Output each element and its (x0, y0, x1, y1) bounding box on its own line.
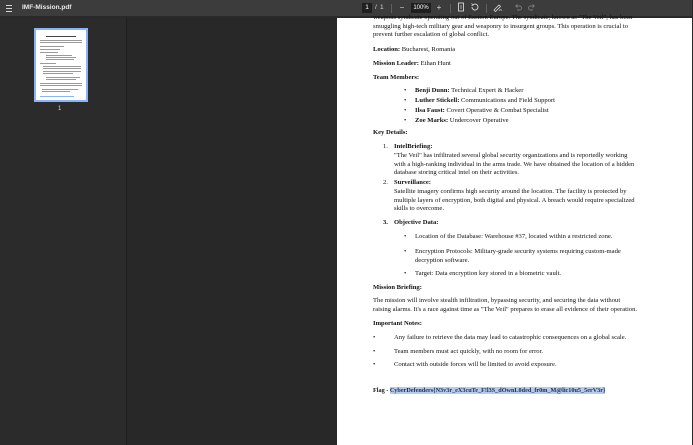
thumbnail-line (43, 66, 81, 67)
intel-line: with a high-ranking individual in the arms trade. We have obtained the location of a hidden (394, 160, 635, 168)
thumbnail-line (43, 71, 81, 72)
surveillance-line: multiple layers of encryption, both digital and physical. A breach would require specialized (394, 196, 635, 204)
thumbnail-line (42, 89, 78, 90)
list-number: 1. (383, 143, 388, 150)
surveillance-line: Satellite imagery confirms high security around the location. The facility is protected by (394, 188, 627, 195)
flag-line (373, 387, 693, 396)
member-role: Covert Operative & Combat Specialist (444, 107, 549, 114)
intel-line: database storing critical intel on their activities. (394, 169, 520, 177)
team-member (415, 117, 509, 126)
briefing-heading: Mission Briefing: (373, 284, 422, 291)
intel-title: IntelBriefing: (394, 143, 433, 150)
thumbnail-line (43, 68, 81, 69)
intel-line: "The Veil" has infiltrated several global security organizations and is reportedly working (394, 152, 628, 159)
member-name: Benji Dunn: (415, 87, 450, 94)
thumbnail-page-number: 1 (58, 106, 62, 112)
thumbnail-line (46, 79, 76, 80)
team-member (415, 107, 549, 116)
viewer-background (128, 18, 337, 445)
notes-heading: Important Notes: (373, 320, 422, 327)
team-heading: Team Members: (373, 74, 420, 81)
objective-item (415, 248, 621, 265)
rotate-icon[interactable] (469, 2, 481, 14)
page-thumbnail[interactable] (34, 28, 88, 102)
note-item: Any failure to retrieve the data may lead to catastrophic consequences on a global scale. (394, 334, 627, 341)
objective-title: Objective Data: (394, 219, 439, 226)
member-name: Luther Stickell: (415, 97, 460, 104)
draw-icon[interactable] (492, 2, 504, 14)
thumbnail-line (46, 36, 76, 37)
thumbnail-line (42, 91, 70, 92)
flag-label: Flag - (373, 387, 390, 394)
briefing-text (373, 297, 685, 314)
page-separator: / (375, 4, 377, 11)
team-member (415, 87, 523, 96)
flag-value[interactable]: CyberDefenders{N3v3r_eX3cuTe_F!l3S_dOwnL0ded_fr0m_M@lic10u5_5erV3r} (389, 387, 606, 394)
thumbnail-line (46, 55, 72, 56)
thumbnail-line (40, 40, 82, 41)
bullet: • (404, 270, 407, 277)
redo-icon[interactable] (526, 2, 538, 14)
toolbar-divider (391, 4, 392, 13)
objective-item: Location of the Database: Warehouse #37, located within a restricted zone. (415, 233, 613, 240)
member-role: Undercover Operative (448, 117, 509, 124)
intro-line: weapons syndicate operating out of Eastern Europe. The syndicate, known as "The Veil", has been (373, 14, 633, 21)
document-title: IMF-Mission.pdf (22, 4, 72, 11)
zoom-input[interactable]: 100% (411, 3, 431, 13)
list-number: 3. (383, 219, 388, 226)
bullet: • (373, 334, 376, 341)
bullet: • (404, 107, 407, 114)
thumbnail-line (40, 63, 56, 64)
toolbar-divider (450, 4, 451, 13)
surveillance-title: Surveillance: (394, 179, 431, 186)
fit-page-icon[interactable] (455, 2, 467, 14)
pdf-page (337, 14, 692, 445)
thumbnail-line (43, 73, 73, 74)
briefing-line: raising alarms. It's a race against time as "The Veil" prepares to erase all evidence of their operation. (373, 305, 638, 313)
bullet: • (373, 361, 376, 368)
member-role: Communications and Field Support (459, 97, 555, 104)
objective-line: decryption software. (415, 256, 470, 264)
team-member (415, 97, 555, 106)
thumbnail-line (46, 77, 80, 78)
page-total: 1 (380, 4, 384, 11)
thumbnail-line (46, 57, 76, 58)
objective-item: Target: Data encryption key stored in a biometric vault. (415, 270, 562, 277)
objective-line: Encryption Protocols: Military-grade security systems requiring custom-made (415, 248, 621, 255)
leader-value: Ethan Hunt (418, 60, 451, 67)
intro-line: smuggling high-tech military gear and weaponry to insurgent groups. This operation is crucial to (373, 22, 629, 30)
bullet: • (373, 348, 376, 355)
thumbnail-line (40, 52, 58, 53)
undo-icon[interactable] (512, 2, 524, 14)
note-item: Contact with outside forces will be limited to avoid exposure. (394, 361, 557, 368)
leader-label: Mission Leader: (373, 60, 419, 67)
bullet: • (404, 87, 407, 94)
toolbar-divider (486, 4, 487, 13)
page-number-input[interactable]: 1 (362, 3, 372, 13)
bullet: • (404, 248, 407, 255)
intel-text (394, 152, 634, 178)
thumbnail-line (40, 46, 64, 47)
surveillance-text (394, 188, 635, 214)
thumbnail-line (40, 96, 74, 97)
bullet: • (404, 97, 407, 104)
menu-icon[interactable] (4, 3, 14, 13)
briefing-line: The mission will involve stealth infiltration, bypassing security, and securing the data without (373, 297, 621, 304)
zoom-out-button[interactable]: − (399, 3, 405, 12)
intro-paragraph (373, 14, 673, 40)
member-name: Zoe Marks: (415, 117, 449, 124)
location-line (373, 46, 673, 55)
thumbnail-sidebar (0, 18, 127, 445)
thumbnail-line (46, 59, 74, 60)
thumbnail-line (40, 42, 82, 43)
thumbnail-line (40, 83, 82, 84)
zoom-in-button[interactable]: + (436, 3, 442, 12)
list-number: 2. (383, 179, 388, 186)
location-label: Location: (373, 46, 401, 53)
thumbnail-line (40, 85, 82, 86)
surveillance-line: skills to overcome. (394, 205, 444, 213)
member-name: Ilsa Faust: (415, 107, 445, 114)
leader-line (373, 60, 673, 69)
note-item: Team members must act quickly, with no room for error. (394, 348, 544, 355)
location-value: Bucharest, Romania (400, 46, 456, 53)
member-role: Technical Expert & Hacker (449, 87, 524, 94)
bullet: • (404, 117, 407, 124)
bullet: • (404, 233, 407, 240)
thumbnail-line (40, 49, 60, 50)
intro-line: prevent further escalation of global conflict. (373, 31, 490, 39)
key-details-heading: Key Details: (373, 129, 408, 136)
